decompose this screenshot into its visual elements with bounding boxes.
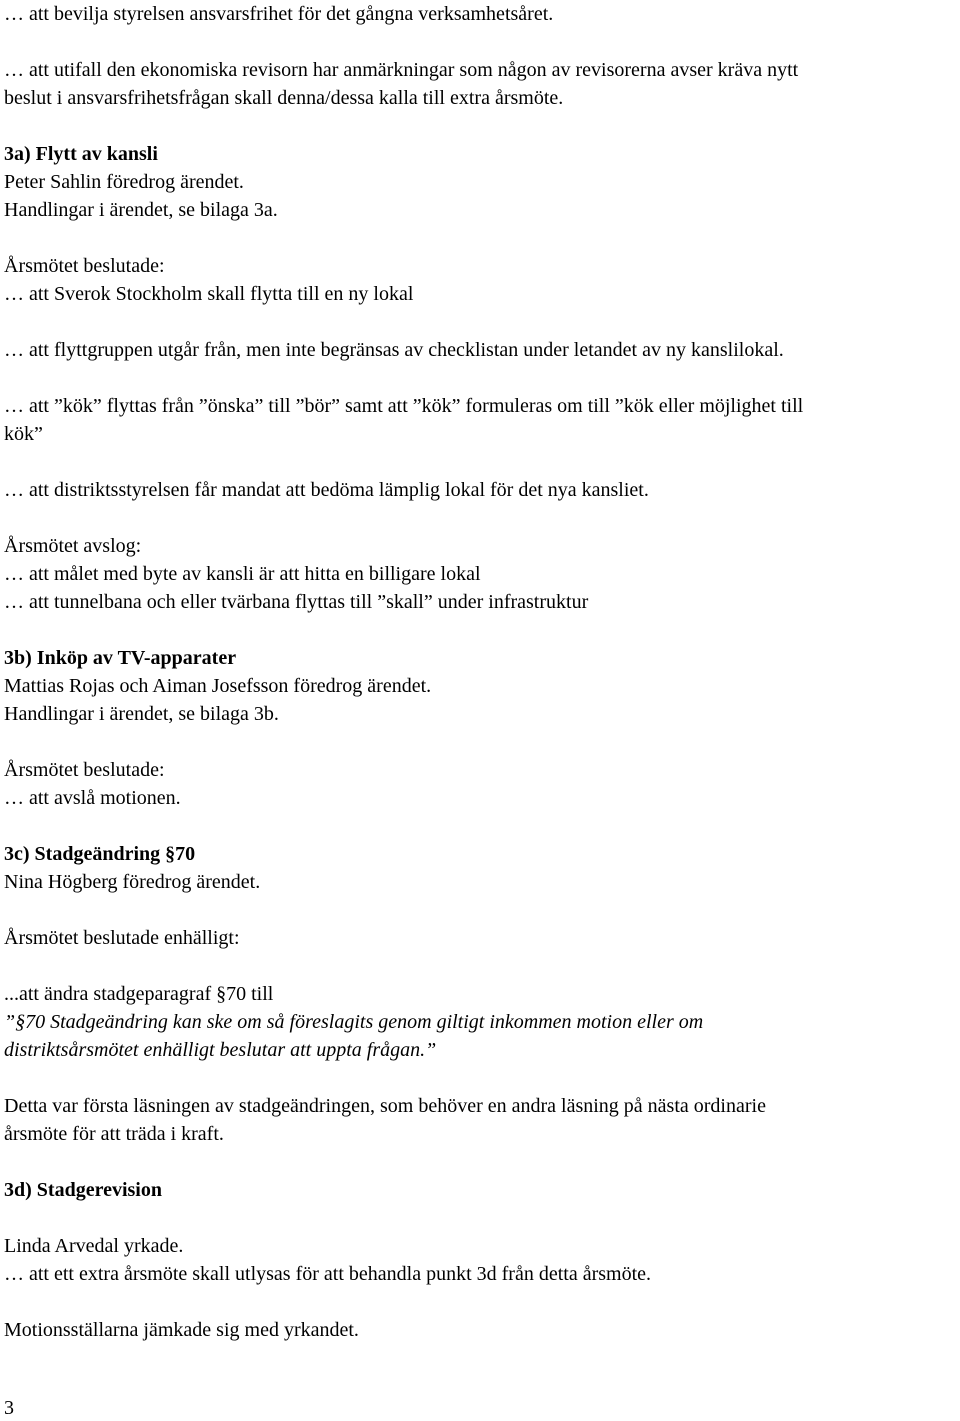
decision-item: … att ”kök” flyttas från ”önska” till ”bör” samt att ”kök” formuleras om till ”kök eller möjlighet till (4, 395, 804, 417)
presenter-line: Nina Högberg föredrog ärendet. (4, 871, 261, 893)
section-heading-3c: 3c) Stadgeändring §70 (4, 843, 196, 865)
note-line-continued: årsmöte för att träda i kraft. (4, 1123, 224, 1145)
text-line: … att bevilja styrelsen ansvarsfrihet för det gångna verksamhetsåret. (4, 3, 554, 25)
decision-item: … att avslå motionen. (4, 787, 181, 809)
decision-item-continued: kök” (4, 423, 43, 445)
outcome-line: Motionsställarna jämkade sig med yrkandet. (4, 1319, 359, 1341)
statute-quote-continued: distriktsårsmötet enhälligt beslutar att uppta frågan.” (4, 1039, 437, 1061)
decision-item: … att flyttgruppen utgår från, men inte begränsas av checklistan under letandet av ny kanslilokal. (4, 339, 784, 361)
proposal-item: … att ett extra årsmöte skall utlysas för att behandla punkt 3d från detta årsmöte. (4, 1263, 652, 1285)
decision-item: … att distriktsstyrelsen får mandat att bedöma lämplig lokal för det nya kansliet. (4, 479, 649, 501)
document-page (4, 0, 956, 1344)
section-heading-3a: 3a) Flytt av kansli (4, 143, 158, 165)
section-heading-3d: 3d) Stadgerevision (4, 1179, 162, 1201)
presenter-line: Mattias Rojas och Aiman Josefsson föredrog ärendet. (4, 675, 432, 697)
documents-line: Handlingar i ärendet, se bilaga 3b. (4, 703, 279, 725)
note-line: Detta var första läsningen av stadgeändringen, som behöver en andra läsning på nästa ordinarie (4, 1095, 766, 1117)
text-line: beslut i ansvarsfrihetsfrågan skall denna/dessa kalla till extra årsmöte. (4, 87, 564, 109)
rejected-item: … att tunnelbana och eller tvärbana flyttas till ”skall” under infrastruktur (4, 591, 589, 613)
presenter-line: Peter Sahlin föredrog ärendet. (4, 171, 244, 193)
decision-label: Årsmötet beslutade enhälligt: (4, 927, 240, 949)
decision-item: … att Sverok Stockholm skall flytta till en ny lokal (4, 283, 414, 305)
rejected-label: Årsmötet avslog: (4, 535, 142, 557)
page-number: 3 (4, 1397, 14, 1419)
statute-quote: ”§70 Stadgeändring kan ske om så föreslagits genom giltigt inkommen motion eller om (4, 1011, 704, 1033)
proposal-line: Linda Arvedal yrkade. (4, 1235, 184, 1257)
decision-label: Årsmötet beslutade: (4, 759, 165, 781)
documents-line: Handlingar i ärendet, se bilaga 3a. (4, 199, 278, 221)
section-heading-3b: 3b) Inköp av TV-apparater (4, 647, 237, 669)
rejected-item: … att målet med byte av kansli är att hitta en billigare lokal (4, 563, 481, 585)
decision-item: ...att ändra stadgeparagraf §70 till (4, 983, 274, 1005)
text-line: … att utifall den ekonomiska revisorn har anmärkningar som någon av revisorerna avser kräva nytt (4, 59, 799, 81)
decision-label: Årsmötet beslutade: (4, 255, 165, 277)
